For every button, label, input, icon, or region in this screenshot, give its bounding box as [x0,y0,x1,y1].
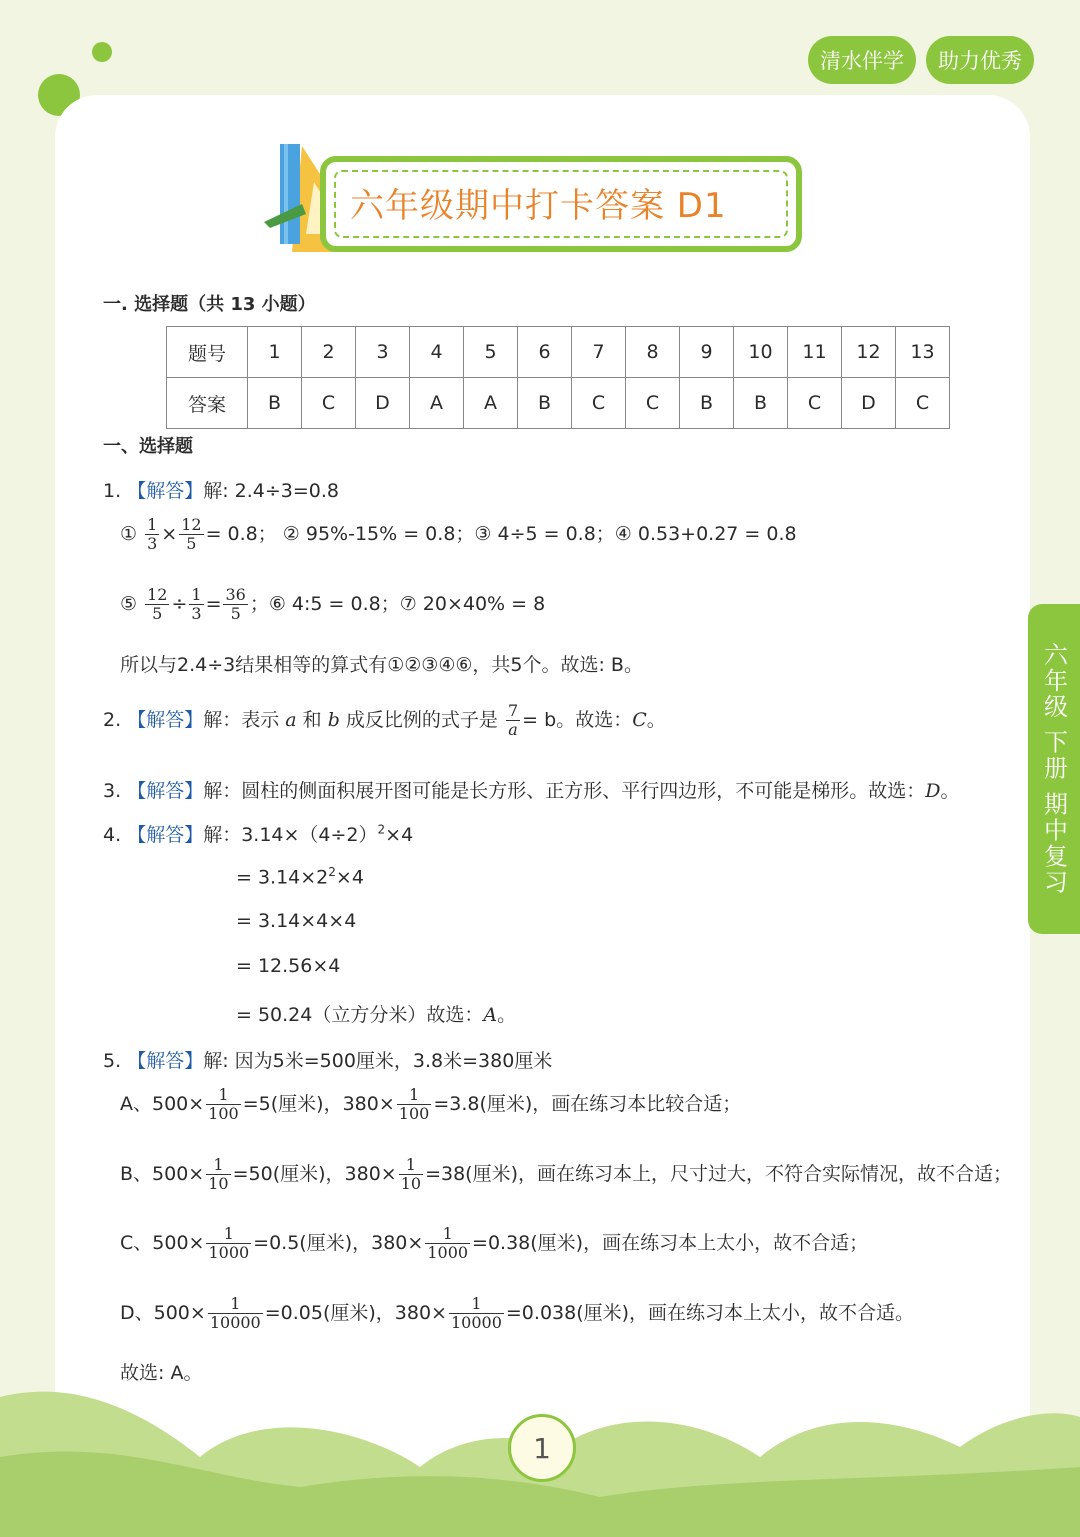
table-cell: 题号 [167,327,248,378]
q1-line1: ① $\frac{1}{3}$ × $\frac{12}{5}$ = 0.8； ② 95%-15% = 0.8；③ 4÷5 = 0.8；④ 0.53+0.27 = 0.8 [120,515,797,553]
q4-line2: = 3.14×4×4 [236,910,357,932]
table-row: 答案 B C D A A B C C B B C D C [167,378,950,429]
section-heading: 一. 选择题（共 13 小题） [103,294,316,315]
q5-option-b: B、500× $\frac{1}{10}$ =50(厘米)，380× $\frac{1}{10}$ =38(厘米)，画在练习本上，尺寸过大，不符合实际情况，故不合适； [120,1155,1012,1193]
q5-intro: 5. 【解答】解: 因为5米=500厘米，3.8米=380厘米 [103,1050,553,1072]
badge: 助力优秀 [926,36,1034,84]
q4-line1: = $3.14\times 2^2\times 4$ [236,865,364,889]
answer-table [166,326,950,429]
q5-option-c: C、500× $\frac{1}{1000}$ =0.5(厘米)，380× $\frac{1}{1000}$ =0.38(厘米)，画在练习本上太小，故不合适； [120,1224,869,1262]
q5-option-d: D、500× $\frac{1}{10000}$ =0.05(厘米)，380× $\frac{1}{10000}$ =0.038(厘米)，画在练习本上太小，故不合适。 [120,1294,915,1332]
decor-dot-small [92,42,112,62]
q4-line3: = 12.56×4 [236,955,341,977]
q5-option-a: A、500× $\frac{1}{100}$ =5(厘米)，380× $\frac{1}{100}$ =3.8(厘米)，画在练习本比较合适； [120,1085,742,1123]
q5-conclusion: 故选: A。 [120,1362,203,1384]
table-cell: 答案 [167,378,248,429]
q4-line4: = 50.24（立方分米）故选：A。 [236,1004,517,1026]
q1-line2: ⑤ $\frac{12}{5}$ ÷ $\frac{1}{3}$ = $\frac{36}{5}$ ；⑥ 4:5 = 0.8；⑦ 20×40% = 8 [120,585,546,623]
side-tab: 六年级 下册 期中复习 [1028,604,1080,934]
page-number: 1 [508,1414,576,1482]
table-row: 题号 1 2 3 4 5 6 7 8 9 10 11 12 13 [167,327,950,378]
badge: 清水伴学 [808,36,916,84]
section-heading: 一、选择题 [103,436,193,457]
q2-text: 2. 【解答】解：表示 a 和 b 成反比例的式子是 $\frac{7}{a}$ = b。故选：C。 [103,701,666,739]
page-title: 六年级期中打卡答案 D1 [350,186,727,226]
q4-line0: 4. 【解答】解：$3.14\times(4\div 2)^2\times 4$ [103,822,414,846]
q1-intro: 1. 【解答】解: 2.4÷3=0.8 [103,480,340,502]
q3-text: 3. 【解答】解：圆柱的侧面积展开图可能是长方形、正方形、平行四边形，不可能是梯形。故选：D。 [103,780,960,802]
q1-conclusion: 所以与2.4÷3结果相等的算式有①②③④⑥，共5个。故选: B。 [120,654,643,676]
header-badges [808,36,1034,84]
